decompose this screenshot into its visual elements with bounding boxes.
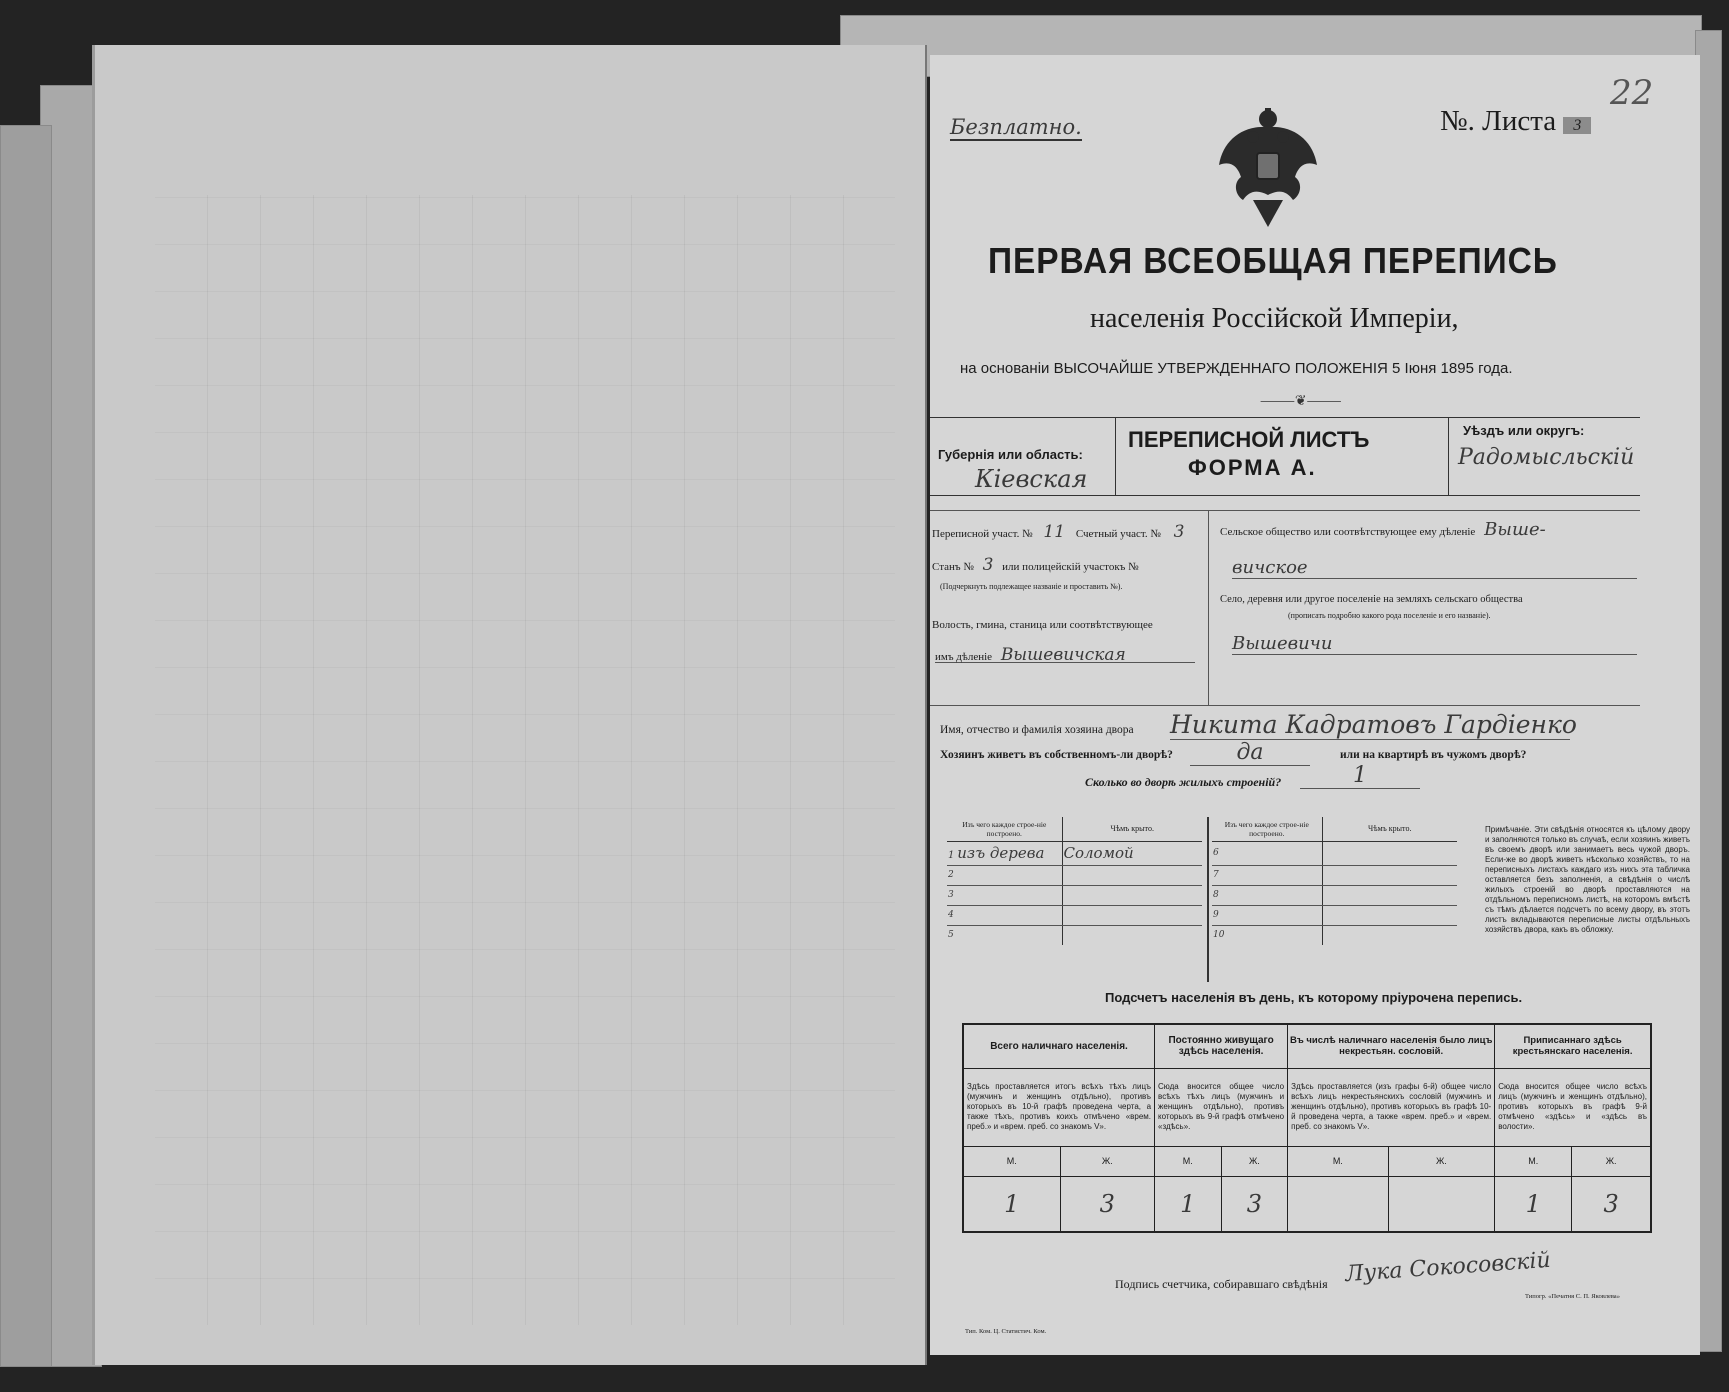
volost-field	[935, 645, 1195, 665]
owner-count-label: Сколько во дворѣ жилыхъ строеній?	[1085, 775, 1282, 789]
buildings-table-right	[1212, 817, 1457, 945]
buildings-table-left	[947, 817, 1202, 945]
summary-col-desc: Сюда вносится общее число всѣхъ тѣхъ лицъ (мужчинъ и женщинъ отдѣльно), противъ которыхъ въ 9-й графѣ отмѣчено «здѣсь».	[1155, 1068, 1288, 1146]
form-legal-basis: на основаніи ВЫСОЧАЙШЕ УТВЕРЖДЕННАГО ПОЛОЖЕНІЯ 5 Іюня 1895 года.	[960, 360, 1513, 377]
building-row-num: 10	[1213, 930, 1225, 941]
building-roof	[1322, 885, 1457, 905]
header-box-div2	[1448, 417, 1449, 495]
owner-name-field	[940, 725, 1134, 735]
building-roof	[1062, 925, 1202, 945]
summary-m-value	[1288, 1176, 1388, 1232]
building-material	[947, 925, 1062, 945]
obshchestvo-value1: Выше-	[1484, 519, 1546, 540]
ornament-divider: ⸻❦⸻	[1260, 394, 1342, 409]
summary-zh-label: Ж.	[1572, 1146, 1651, 1176]
building-row-num: 8	[1212, 885, 1322, 905]
building-row	[1212, 925, 1457, 945]
page-stack-left-2	[0, 125, 52, 1367]
summary-m-label: М.	[1495, 1146, 1572, 1176]
form-type-line2: ФОРМА А.	[1188, 455, 1317, 480]
signature-value: Лука Сокосовскій	[1344, 1247, 1552, 1288]
building-material-value: изъ дерева	[957, 844, 1045, 862]
gubernia-value: Кіевская	[975, 465, 1088, 493]
uezd-label: Уѣздъ или округъ:	[1463, 423, 1585, 438]
building-roof	[1322, 841, 1457, 865]
building-row	[1212, 865, 1457, 885]
building-row	[947, 841, 1202, 865]
sheet-number-value: 3	[1563, 117, 1591, 134]
volost-label: Волость, гмина, станица или соотвѣтствующее	[932, 619, 1153, 631]
volost-value: Вышевичская	[1000, 645, 1126, 665]
building-row	[1212, 885, 1457, 905]
building-material	[947, 865, 1062, 885]
schetny-label: Счетный участ. №	[1075, 528, 1161, 540]
building-row	[947, 905, 1202, 925]
building-row-num: 7	[1212, 865, 1322, 885]
uezd-value: Радомысльскій	[1458, 445, 1635, 470]
selo-note: (прописать подробно какого рода поселеніе и его названіе).	[1288, 611, 1491, 620]
building-row-num: 2	[948, 870, 954, 880]
free-label: Безплатно.	[950, 115, 1082, 139]
buildings-col-material-head: Изъ чего каждое строе-ніе построено.	[1212, 817, 1322, 841]
summary-col-desc: Здѣсь проставляется итогъ всѣхъ тѣхъ лицъ (мужчинъ и женщинъ отдѣльно), противъ которыхъ въ 10-й графѣ проведена черта, а также тѣхъ, противъ коихъ отмѣчено «врем. преб.» и «врем. преб. со знакомъ V».	[963, 1068, 1155, 1146]
police-note: (Подчеркнуть подлежащее названіе и проставить №).	[940, 582, 1123, 591]
form-subtitle: населенія Россійской Имперіи,	[1090, 303, 1459, 334]
summary-zh-value	[1388, 1176, 1495, 1232]
stan-label: Станъ №	[932, 561, 974, 573]
summary-m-value: 1	[1495, 1176, 1572, 1232]
form-title: ПЕРВАЯ ВСЕОБЩАЯ ПЕРЕПИСЬ	[988, 240, 1558, 281]
summary-col-head: Всего наличнаго населенія.	[963, 1024, 1155, 1068]
building-row	[1212, 841, 1457, 865]
printer-left: Тип. Ком. Ц. Статистич. Ком.	[965, 1328, 1047, 1335]
sheet-number-label	[1440, 105, 1591, 138]
volost-label2: имъ дѣленіе	[935, 651, 993, 663]
summary-table	[962, 1023, 1652, 1233]
building-row	[947, 925, 1202, 945]
obshchestvo-field	[1220, 519, 1546, 540]
schetny-value: 3	[1173, 522, 1185, 542]
summary-zh-value: 3	[1221, 1176, 1288, 1232]
form-type-line1: ПЕРЕПИСНОЙ ЛИСТЪ	[1128, 427, 1370, 452]
owner-apartment-label: или на квартирѣ въ чужомъ дворѣ?	[1340, 749, 1527, 761]
summary-title: Подсчетъ населенія въ день, къ которому пріурочена перепись.	[1105, 990, 1523, 1005]
header-box-bottom	[930, 495, 1640, 496]
building-roof	[1062, 865, 1202, 885]
signature-label: Подпись счетчика, собиравшаго свѣдѣнія	[1115, 1277, 1328, 1291]
summary-col-desc: Сюда вносится общее число всѣхъ лицъ (мужчинъ и женщинъ отдѣльно), противъ которыхъ въ графѣ 9-й отмѣчено «здѣсь» и «здѣсь въ волости».	[1495, 1068, 1651, 1146]
buildings-col-roof-head: Чѣмъ крыто.	[1322, 817, 1457, 841]
header-box-top	[930, 417, 1640, 418]
building-roof	[1322, 865, 1457, 885]
building-row-num: 6	[1212, 841, 1322, 865]
sheet-label-text: №. Листа	[1440, 105, 1557, 137]
summary-zh-value: 3	[1572, 1176, 1651, 1232]
obshchestvo-value2: вичское	[1232, 557, 1637, 579]
gubernia-label: Губернія или область:	[938, 447, 1083, 462]
building-material	[947, 905, 1062, 925]
summary-m-label: М.	[1288, 1146, 1388, 1176]
uchastok-value: 11	[1043, 522, 1066, 542]
building-row-num: 9	[1212, 905, 1322, 925]
summary-col-head: Постоянно живущаго здѣсь населенія.	[1155, 1024, 1288, 1068]
buildings-note: Примѣчаніе. Эти свѣдѣнія относятся къ цѣлому двору и заполняются только въ случаѣ, если хозяинъ живетъ въ своемъ дворѣ или занимаетъ весь чужой дворъ. Если-же во дворѣ живетъ нѣсколько хозяйствъ, то на переписныхъ листахъ каждаго изъ нихъ эта табличка оставляется безъ заполненія, а свѣдѣнія о числѣ жилыхъ строеній во дворѣ проставляются на отдѣльномъ переписномъ листѣ, на которомъ вмѣстѣ съ тѣмъ дѣлается подсчетъ по всему двору, въ этотъ листъ вкладываются переписные листы отдѣльныхъ хозяйствъ двора, какъ въ обложку.	[1485, 825, 1690, 934]
stan-field	[932, 555, 1139, 575]
summary-m-value: 1	[1155, 1176, 1222, 1232]
buildings-col-roof-head: Чѣмъ крыто.	[1062, 817, 1202, 841]
owner-name-value: Никита Кадратовъ Гардіенко	[1170, 710, 1577, 739]
selo-label: Село, деревня или другое поселеніе на земляхъ сельскаго общества	[1220, 594, 1523, 605]
owner-lives-value: да	[1190, 740, 1310, 766]
building-row-num: 4	[948, 910, 954, 920]
building-roof	[1322, 925, 1457, 945]
bleed-through-grid	[155, 195, 895, 1325]
summary-col-desc: Здѣсь проставляется (изъ графы 6-й) общее число всѣхъ лицъ некрестьянскихъ сословій (мужчинъ и женщинъ отдѣльно), противъ которыхъ въ графѣ 10-й проведена черта, а также «врем. преб.» и «врем. преб. со знакомъ V».	[1288, 1068, 1495, 1146]
building-roof	[1062, 905, 1202, 925]
summary-m-label: М.	[1155, 1146, 1222, 1176]
building-material	[947, 885, 1062, 905]
building-material	[947, 841, 1062, 865]
fields-bottom-line	[930, 705, 1640, 706]
summary-m-value: 1	[963, 1176, 1060, 1232]
owner-name-label: Имя, отчество и фамилія хозяина двора	[940, 724, 1134, 736]
uchastok-label: Переписной участ. №	[932, 528, 1033, 540]
building-row-num: 5	[948, 930, 954, 941]
summary-col-head: Приписаннаго здѣсь крестьянскаго населенія.	[1495, 1024, 1651, 1068]
archive-page-number: 22	[1610, 73, 1654, 113]
summary-zh-label: Ж.	[1221, 1146, 1288, 1176]
summary-zh-value: 3	[1060, 1176, 1155, 1232]
building-row	[947, 885, 1202, 905]
census-form	[930, 55, 1700, 1355]
buildings-col-material-head: Изъ чего каждое строе-ніе построено.	[947, 817, 1062, 841]
selo-value: Вышевичи	[1232, 633, 1637, 655]
summary-m-label: М.	[963, 1146, 1060, 1176]
building-row	[1212, 905, 1457, 925]
summary-zh-label: Ж.	[1060, 1146, 1155, 1176]
owner-lives-label: Хозяинъ живетъ въ собственномъ-ли дворѣ?	[940, 749, 1173, 761]
stan-value: 3	[982, 555, 994, 575]
building-row-num: 1	[948, 850, 955, 861]
left-page	[95, 45, 927, 1365]
owner-count-value: 1	[1300, 763, 1420, 789]
building-roof: Соломой	[1062, 841, 1202, 865]
printer-right: Типогр. «Печатня С. П. Яковлева»	[1525, 1293, 1620, 1300]
imperial-eagle-emblem	[1213, 105, 1323, 230]
header-box-div1	[1115, 417, 1116, 495]
building-row-num: 3	[948, 890, 954, 900]
police-label: или полицейскій участокъ №	[1002, 561, 1139, 573]
fields-divider	[1208, 510, 1209, 705]
building-roof	[1322, 905, 1457, 925]
fields-top-line	[930, 510, 1640, 511]
building-row	[947, 865, 1202, 885]
obshchestvo-label: Сельское общество или соотвѣтствующее ему дѣленіе	[1220, 526, 1476, 538]
summary-col-head: Въ числѣ наличнаго населенія было лицъ некрестьян. сословій.	[1288, 1024, 1495, 1068]
buildings-divider	[1207, 817, 1209, 982]
uchastok-field	[932, 522, 1195, 542]
building-roof	[1062, 885, 1202, 905]
summary-zh-label: Ж.	[1388, 1146, 1495, 1176]
